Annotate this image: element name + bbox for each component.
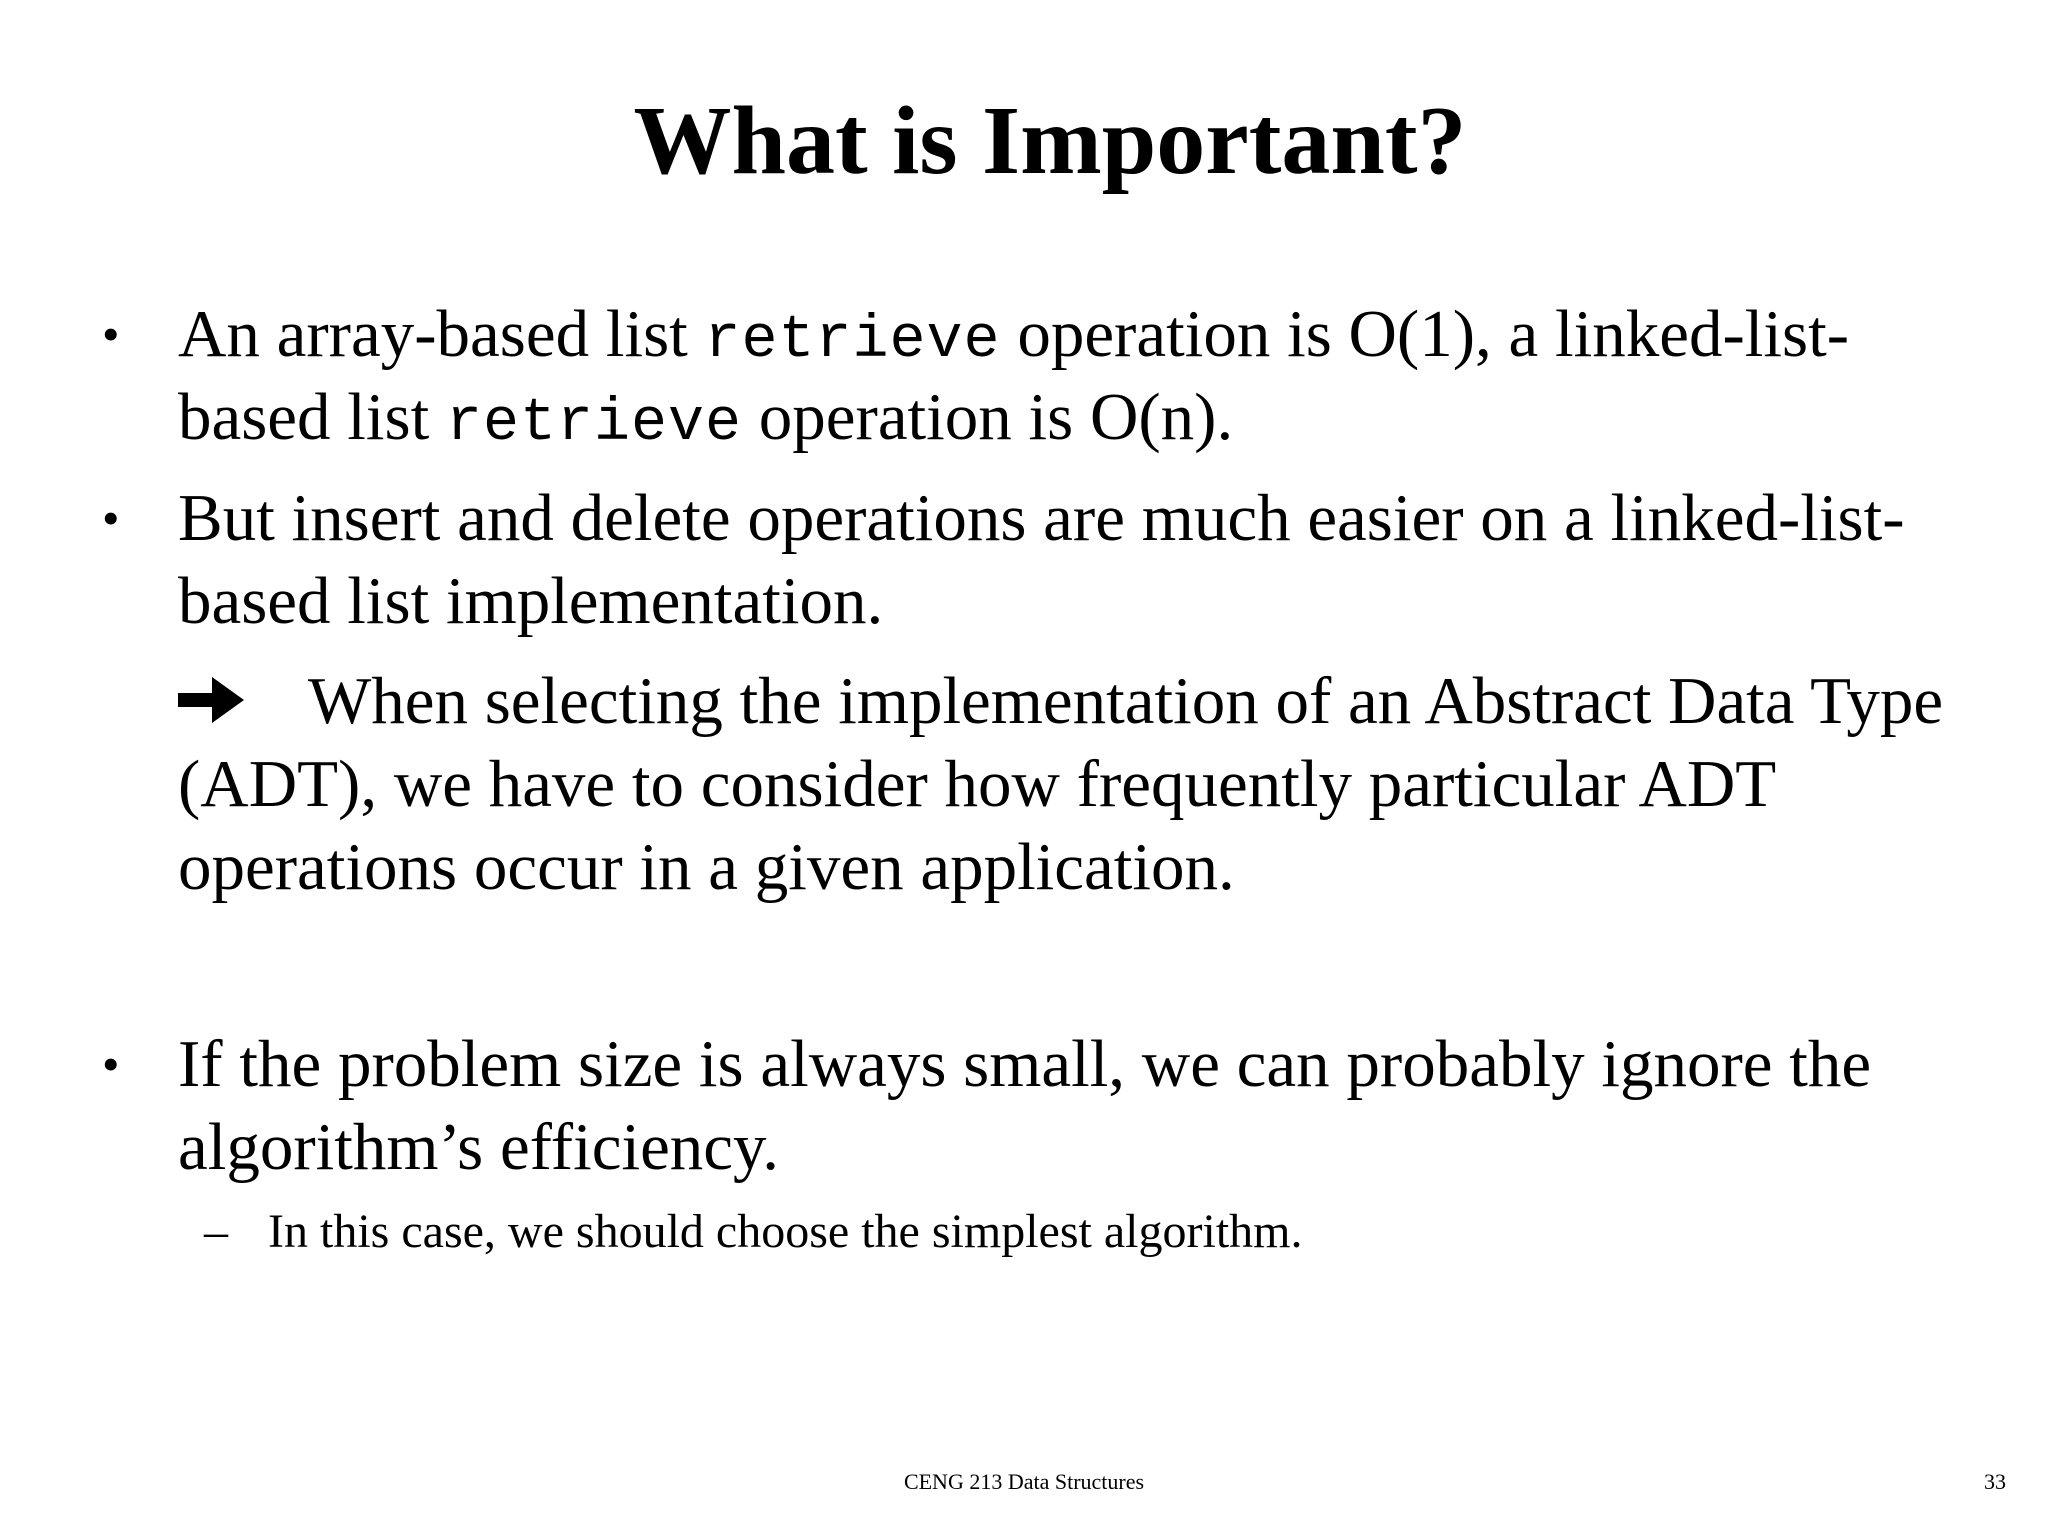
- bullet-line: algorithm’s efficiency.: [178, 1110, 779, 1184]
- text-run: based list: [178, 380, 446, 454]
- paragraph-line: (ADT), we have to consider how frequently particular ADT: [178, 747, 1777, 821]
- right-arrow-icon: [178, 675, 244, 725]
- paragraph-line: operations occur in a given application.: [178, 830, 1235, 904]
- text-run: operation is O(1), a linked-list-: [1000, 297, 1850, 371]
- bullet-text: [178, 293, 2038, 459]
- bullet-line: If the problem size is always small, we can probably ignore the: [178, 1027, 1872, 1101]
- bullet-line: [178, 293, 2038, 376]
- bullet-line: But insert and delete operations are much easier on a linked-list-: [178, 481, 1905, 555]
- bullet-text: [178, 477, 2038, 643]
- bullet-dot: •: [102, 490, 120, 546]
- bullet-dot: •: [102, 306, 120, 362]
- code-retrieve: retrieve: [704, 307, 1001, 375]
- paragraph-line: [178, 660, 2038, 743]
- bullet-dot: •: [102, 1036, 120, 1092]
- footer-course: CENG 213 Data Structures: [903, 1469, 1145, 1494]
- arrow-paragraph-text: [178, 660, 2038, 909]
- code-retrieve: retrieve: [445, 390, 743, 458]
- sub-bullet-text: In this case, we should choose the simplest algorithm.: [268, 1205, 1303, 1258]
- bullet-line: based list implementation.: [178, 564, 884, 638]
- slide-title: What is Important?: [633, 87, 1467, 195]
- bullet-text: [178, 1023, 2038, 1189]
- text-run: An array-based list: [178, 297, 705, 371]
- text-run: operation is O(n).: [742, 380, 1234, 454]
- text-run: When selecting the implementation of an Abstract Data Type: [308, 664, 1944, 738]
- sub-bullet-dash: –: [204, 1205, 228, 1258]
- bullet-line: [178, 376, 2038, 459]
- page-number: 33: [1984, 1469, 2006, 1494]
